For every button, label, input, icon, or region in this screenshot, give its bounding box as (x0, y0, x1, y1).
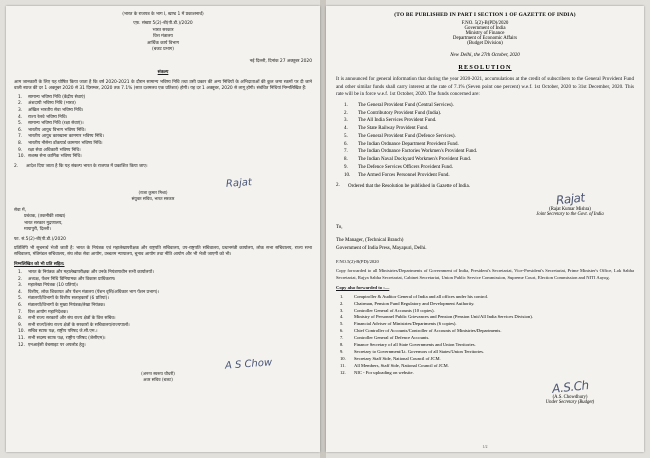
list-item (14, 154, 312, 161)
hindi-copy-label: वित्तीय, लोक शिकायत और पेंशन मंत्रालय (पेंशन वृत्ति/अधिकार भाग पेंशन प्रभाग)। (28, 289, 160, 295)
hindi-signatory-2-designation: अवर सचिव (बजट) (143, 377, 173, 383)
signature-scribble: A S Chow (224, 357, 273, 372)
hindi-to-label: सेवा में, (14, 207, 26, 213)
hindi-paragraph-2: आदेश दिया जाता है कि यह संकल्प भारत के राजपत्र में प्रकाशित किया जाए। (26, 163, 148, 169)
signature-scribble: Rajat (555, 190, 585, 208)
list-item: The Defence Services Officers Provident Fund. (358, 164, 453, 170)
list-item: The State Railway Provident Fund. (358, 126, 429, 132)
list-item: The General Provident Fund (Central Services). (358, 102, 454, 108)
hindi-signatory-designation: संयुक्त सचिव, भारत सरकार (131, 196, 175, 202)
hindi-fund-number: 9. (18, 147, 23, 153)
hindi-copy-label: सभी राज्य सरकारों और संघ राज्य क्षेत्रों के वित्त सचिव। (28, 316, 116, 322)
hindi-copy-label: महालेखा नियंत्रक (10 प्रतियां)। (28, 283, 79, 289)
hindi-fund-label: सामान्य भविष्य निधि (रक्षा सेवाएं)। (28, 121, 84, 127)
english-signatory-2-name: (A.S. Chowdhury) (552, 395, 588, 401)
list-item (14, 343, 312, 350)
english-paragraph-2-number: 2. (336, 183, 340, 189)
signature-scribble: A.S.Ch (551, 378, 589, 397)
english-signature-mark (510, 191, 630, 207)
list-item (14, 303, 312, 310)
english-addressee-line-1: The Manager, (Technical Branch) (336, 238, 404, 244)
hindi-ministry: वित्त मंत्रालय (153, 34, 173, 40)
list-item: Financial Adviser of Ministries/Departments (6 copies). (354, 321, 457, 327)
list-item: The Armed Forces Personnel Provident Fund. (358, 172, 450, 178)
list-item (14, 141, 312, 148)
list-item (14, 336, 312, 343)
hindi-fund-number: 7. (18, 134, 23, 140)
hindi-fund-label: भारतीय आयुध विभाग भविष्य निधि। (28, 127, 86, 133)
list-item: Ministry of Personnel Public Grievances and Pension (Pension Unit/All India Services Division). (354, 314, 533, 320)
hindi-copy-label: भारत के नियंत्रक और महालेखापरीक्षक और उनके नियंत्रणाधीन सभी कार्यालयों। (28, 269, 154, 275)
list-item: The Indian Ordnance Factories Workmen's Provident Fund. (358, 149, 478, 155)
hindi-copy-sub-heading: निम्नलिखित को भी प्रति सहित: (14, 261, 65, 267)
list-item: Controller General of Defence Accounts. (354, 335, 430, 341)
hindi-copy-number: 6. (18, 303, 23, 309)
english-address-block (336, 224, 634, 253)
hindi-copy-label: अध्यक्ष, पेंशन निधि विनियामक और विकास प्राधिकरण। (28, 276, 116, 282)
hindi-copy-label: सभी राज्यों/संघ राज्य क्षेत्रों के सरकारों के सचिवालय/राज्यपालों। (28, 322, 130, 328)
list-item: Chief Controller of Accounts/Controller of Accounts of Ministries/Departments. (354, 328, 502, 334)
hindi-copy-label: वित्त आयोग महानिदेशक। (28, 309, 69, 315)
english-fund-list (336, 102, 634, 180)
list-item: The Indian Naval Dockyard Workmen's Provident Fund. (358, 157, 472, 163)
hindi-government: भारत सरकार (152, 27, 174, 33)
hindi-fund-label: भारतीय नौसेना डॉकयार्ड कामगार भविष्य निधि। (28, 141, 103, 147)
hindi-publish-note: (भारत के राजपत्र के भाग I, खण्ड 1 में प्रकाशनार्थ) (122, 12, 204, 17)
hindi-addressee-line-1: प्रबंधक, (तकनीकी शाखा) (24, 214, 66, 220)
list-item: Controller General of Accounts (10 copies). (354, 307, 435, 313)
page-number: 1/2 (482, 444, 488, 449)
hindi-fund-number: 2. (18, 101, 23, 107)
english-place-date: New Delhi, the 27th October, 2020 (450, 53, 520, 58)
hindi-copy-number: 12. (18, 342, 25, 348)
hindi-copy-number: 5. (18, 296, 23, 302)
hindi-fund-label: सामान्य भविष्य निधि (केंद्रीय सेवाएं) (28, 94, 86, 100)
hindi-paragraph-2-row (14, 164, 312, 170)
list-item (14, 108, 312, 115)
hindi-addressee-line-2: भारत सरकार मुद्रणालय, (24, 220, 63, 226)
english-file-number-2: F.NO.5(2)-B(PD)/2020 (336, 259, 379, 265)
english-resolution-title: RESOLUTION (458, 64, 512, 71)
english-signatory-name: (Rajat Kumar Mishra) (549, 207, 591, 213)
english-header (336, 12, 634, 46)
english-signature-block-1 (510, 191, 630, 217)
english-copy-also-heading: Copy also forwarded to :— (336, 284, 390, 290)
hindi-signatory-name: (राजा कुमार मिश्रा) (138, 190, 168, 196)
hindi-fund-number: 6. (18, 127, 23, 133)
hindi-fund-label: सशस्त्र सेना कार्मिक भविष्य निधि। (28, 154, 82, 160)
hindi-fund-number: 3. (18, 107, 23, 113)
english-paragraph-2-row (336, 183, 634, 191)
english-page (326, 6, 644, 452)
hindi-copy-number: 7. (18, 309, 23, 315)
list-item: The All India Services Provident Fund. (358, 118, 437, 124)
hindi-copy-number: 10. (18, 329, 25, 335)
english-copy-note: Copy forwarded to all Ministries/Departments of Government of India, President's Secretariat, Vice-President's Secretariat, Prime Minister's Office, Lok Sabha Secretariat, Rajya Sabha Secretariat, Cabinet Secretariat, Union Public Service Commission, Supreme Court, Election Commission and NITI Aayog. (336, 268, 634, 280)
hindi-fund-number: 8. (18, 141, 23, 147)
hindi-file-number-2: फा. सं.5(2)-बी(पी.डी.)/2020 (14, 237, 66, 243)
hindi-signatory-2-name: (अनन्त स्वरूप चौधरी) (141, 371, 175, 377)
hindi-fund-number: 5. (18, 121, 23, 127)
hindi-copy-number: 9. (18, 322, 23, 328)
hindi-addressee-line-3: मायापुरी, दिल्ली। (24, 227, 51, 233)
list-item: Secretary Staff Side, National Council of JCM. (354, 355, 441, 361)
list-item: The Contributory Provident Fund (India). (358, 110, 442, 116)
english-department: Department of Economic Affairs (452, 36, 518, 41)
hindi-resolution-title: संकल्प (157, 69, 169, 75)
hindi-header (14, 12, 312, 76)
english-government: Government of India (464, 26, 506, 31)
hindi-copy-number: 8. (18, 316, 23, 322)
hindi-copy-list (14, 270, 312, 349)
hindi-fund-number: 1. (18, 94, 23, 100)
hindi-fund-label: राज्य रेलवे भविष्य निधि। (28, 114, 68, 120)
list-item: Comptroller & Auditor General of India and all offices under his control. (354, 293, 489, 299)
list-item: The Indian Ordnance Department Provident Fund. (358, 141, 459, 147)
hindi-copy-label: सचिव स्टाफ पक्ष, राष्ट्रीय परिषद जे.सी.एम.। (28, 329, 98, 335)
list-item: All Members, Staff Side, National Council of JCM. (354, 362, 449, 368)
hindi-fund-label: रक्षा सेवा अधिकारी भविष्य निधि। (28, 147, 81, 153)
english-signatory-2-designation: Under Secretary (Budget) (545, 400, 595, 406)
english-publish-note: (TO BE PUBLISHED IN PART I SECTION 1 OF GAZETTE OF INDIA) (394, 12, 576, 18)
list-item (14, 121, 312, 128)
hindi-fund-label: अखिल भारतीय सेवा भविष्य निधि। (28, 107, 84, 113)
english-addressee-line-2: Government of India Press, Mayapuri, Delhi. (336, 246, 427, 252)
hindi-division: (बजट प्रभाग) (152, 46, 174, 52)
english-signatory-designation: Joint Secretary to the Govt. of India (536, 212, 604, 218)
english-signature-block-2 (510, 379, 630, 405)
english-to-label: To, (336, 225, 343, 231)
hindi-signature-mark-2 (14, 355, 312, 371)
hindi-copy-label: मंत्रालयों/विभागों के मुख्य नियंत्रक/लेखा नियंत्रक। (28, 303, 106, 309)
list-item (14, 283, 312, 290)
signature-scribble: Rajat (225, 177, 253, 191)
english-paragraph-2: Ordered that the Resolution be published in Gazette of India. (348, 184, 470, 190)
hindi-paragraph-2-number: 2. (14, 163, 19, 169)
hindi-copy-number: 3. (18, 283, 23, 289)
hindi-copy-label: एनआईसी वेबसाइट पर अपलोड हेतु। (28, 342, 86, 348)
list-item (14, 101, 312, 108)
hindi-fund-label: भारतीय आयुध कारखाना कामगार भविष्य निधि। (28, 134, 104, 140)
english-copy-list (336, 294, 634, 377)
hindi-fund-label: अंशदायी भविष्य निधि (भारत) (28, 101, 76, 107)
english-signature-mark-2 (510, 379, 630, 395)
hindi-paragraph-1: आम जानकारी के लिए यह घोषित किया जाता है कि वर्ष 2020-2021 के दौरान सामान्य भविष्य निधि तथा उसी प्रकार की अन्य निधियों के अभिदाताओं की कुल जमा रकमों पर दी जाने वाली ब्याज की दर 1 अक्तूबर 2020 से 31 दिसम्बर, 2020 तक 7.1% (सात दशमलव एक प्रतिशत) होगी। यह दर 1 अक्तूबर, 2020 से लागू होगी। संबंधित निधियां निम्नलिखित हैं: (14, 80, 312, 92)
hindi-copy-label: मंत्रालयों/विभागों के वित्तीय सलाहकारों (6 प्रतियां)। (28, 296, 109, 302)
english-file-number: F.NO. 5(2)-B(PD)/2020 (461, 21, 509, 26)
hindi-copy-number: 2. (18, 276, 23, 282)
list-item: NIC - For uploading on website. (354, 369, 414, 375)
hindi-fund-number: 4. (18, 114, 23, 120)
hindi-copy-number: 1. (18, 269, 23, 275)
english-paragraph-1: It is announced for general information that during the year 2020-2021, accumulations at the credit of subscribers to the General Provident Fund and other similar funds shall carry interest at the rate of 7.1% (Seven point one percent) w.e.f. 1st October, 2020 to 31st December, 2020. This rate will be in force w.e.f. 1st October, 2020. The funds concerned are: (336, 76, 634, 98)
list-item: Finance Secretary of all State Governments and Union Territories. (354, 341, 476, 347)
hindi-department: आर्थिक कार्य विभाग (147, 40, 179, 46)
list-item: Secretary to Government/Lt. Governors of all States/Union Territories. (354, 348, 485, 354)
hindi-signature-mark (14, 174, 312, 190)
hindi-place-date: नई दिल्ली, दिनांक 27 अक्तूबर 2020 (249, 59, 312, 65)
hindi-copy-label: सभी सदस्य स्टाफ पक्ष, राष्ट्रीय परिषद (जेसीएम)। (28, 336, 106, 342)
english-ministry: Ministry of Finance (465, 31, 505, 36)
hindi-copy-note: प्रतिलिपि भी सूचनार्थ भेजी जाती है: भारत के नियंत्रक एवं महालेखापरीक्षक और राष्ट्रपति सचिवालय, उप-राष्ट्रपति सचिवालय, प्रधानमंत्री कार्यालय, लोक सभा सचिवालय, राज्य सभा सचिवालय, मंत्रिमंडल सचिवालय, संघ लोक सेवा आयोग, उच्चतम न्यायालय, चुनाव आयोग तथा नीति आयोग और भी भेजी जाएगी को भी। (14, 245, 312, 258)
hindi-page (6, 6, 320, 452)
hindi-copy-number: 4. (18, 289, 23, 295)
english-division: (Budget Division) (467, 41, 503, 46)
list-item: Chairman, Pension Fund Regulatory and Development Authority. (354, 300, 475, 306)
hindi-copy-number: 11. (18, 336, 25, 342)
list-item (14, 270, 312, 277)
hindi-file-number: एफ़. संख्या 5(2)-बी(पी.डी.)/2020 (133, 21, 193, 27)
list-item: The General Provident Fund (Defence Services). (358, 133, 456, 139)
hindi-fund-list (14, 95, 312, 161)
hindi-fund-number: 10. (18, 154, 25, 160)
list-item (14, 316, 312, 323)
